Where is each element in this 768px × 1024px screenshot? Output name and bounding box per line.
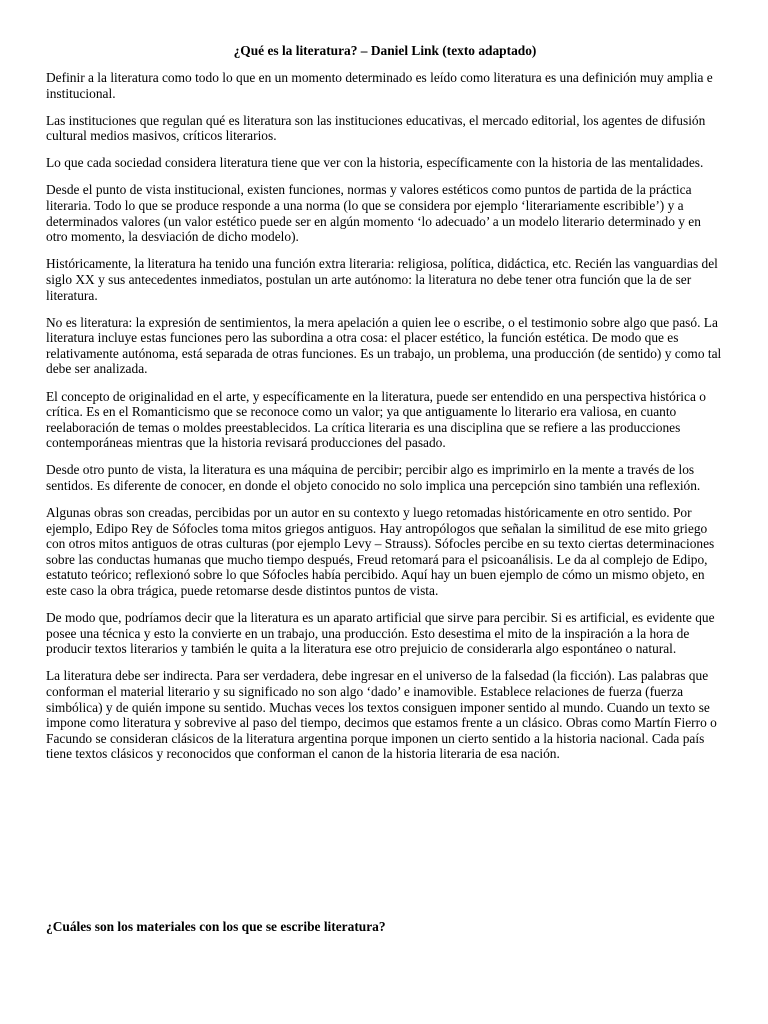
paragraph-maquina-de-percibir: Desde otro punto de vista, la literatura es una máquina de percibir; percibir algo es imprimirlo en la mente a través de los sentidos. Es diferente de conocer, en donde el objeto conocido no solo implica una percepción sino también una reflexión.	[46, 462, 701, 493]
paragraph-aparato-artificial: De modo que, podríamos decir que la literatura es un aparato artificial que sirve para percibir. Si es artificial, es evidente que posee una técnica y esto la convierte en un trabajo, una producción. Esto desestima el mito de la inspiración a la hora de producir textos literarios y también le quita a la literatura ese otro prejuicio de considerarla algo espontáneo o natural.	[46, 610, 715, 657]
section-heading-materiales: ¿Cuáles son los materiales con los que se escribe literatura?	[46, 919, 386, 934]
document-page	[46, 42, 724, 773]
paragraph-sociedad: Lo que cada sociedad considera literatura tiene que ver con la historia, específicamente con la historia de las mentalidades.	[46, 155, 704, 171]
paragraph-originalidad: El concepto de originalidad en el arte, y específicamente en la literatura, puede ser entendido en una perspectiva histórica o crítica. Es en el Romanticismo que se reconoce como un valor; ya que antiguamente lo literario era valiosa, en cuanto reelaboración de temas o moldes preestablecidos. La crítica literaria es una disciplina que se refiere a las producciones contemporáneas mientras que la historia revisará producciones del pasado.	[46, 388, 706, 451]
paragraph-historicamente: Históricamente, la literatura ha tenido una función extra literaria: religiosa, política, didáctica, etc. Recién las vanguardias del siglo XX y sus antecedentes inmediatos, postulan un arte autónomo: la literatura no debe tener otra función que la de ser literatura.	[46, 256, 718, 303]
paragraph-punto-de-vista-institucional: Desde el punto de vista institucional, existen funciones, normas y valores estéticos como puntos de partida de la práctica literaria. Todo lo que se produce responde a una norma (lo que se considera por ejemplo ‘literariamente escribible’) y a determinados valores (un valor estético puede ser en algún momento ‘lo adecuado’ a un modelo literario determinado y en otro momento, la desviación de dicho modelo).	[46, 182, 701, 245]
paragraph-no-es-literatura: No es literatura: la expresión de sentimientos, la mera apelación a quien lee o escribe, o el testimonio sobre algo que pasó. La literatura incluye estas funciones pero las subordina a otra cosa: el placer estético, la función estética. De modo que es relativamente autónoma, está separada de otras funciones. Es un trabajo, un problema, una producción (de sentido) y como tal debe ser analizada.	[46, 314, 722, 377]
document-title: ¿Qué es la literatura? – Daniel Link (texto adaptado)	[233, 43, 537, 58]
paragraph-literatura-indirecta: La literatura debe ser indirecta. Para ser verdadera, debe ingresar en el universo de la falsedad (la ficción). Las palabras que conforman el material literario y su significado no son algo ‘dado’ e inamovible. Establece relaciones de fuerza (fuerza simbólica) y de quién impone su sentido. Muchas veces los textos consiguen imponer sentido al mundo. Cuando un texto se impone como literatura y sobrevive al paso del tiempo, decimos que estamos frente a un clásico. Obras como Martín Fierro o Facundo se consideran clásicos de la literatura argentina porque imponen un cierto sentido a la historia nacional. Cada país tiene textos clásicos y reconocidos que conforman el canon de la historia literaria de esa nación.	[46, 668, 717, 762]
paragraph-instituciones: Las instituciones que regulan qué es literatura son las instituciones educativas, el mercado editorial, los agentes de difusión cultural medios masivos, críticos literarios.	[46, 112, 706, 144]
paragraph-definicion: Definir a la literatura como todo lo que en un momento determinado es leído como literatura es una definición muy amplia e institucional.	[46, 70, 713, 101]
paragraph-obras-retomadas: Algunas obras son creadas, percibidas por un autor en su contexto y luego retomadas históricamente en otro sentido. Por ejemplo, Edipo Rey de Sófocles toma mitos griegos antiguos. Hay antropólogos que señalan la similitud de ese mito griego con otros mitos antiguos de otras culturas (por ejemplo Levy – Strauss). Sófocles percibe en su texto ciertas determinaciones sobre las conductas humanas que mucho tiempo después, Freud retomará para el psicoanálisis. Le da al complejo de Edipo, estatuto teórico; reflexionó sobre lo que Sófocles había percibido. Aquí hay un buen ejemplo de cómo un mismo objeto, en este caso la obra trágica, puede retomarse desde distintos puntos de vista.	[46, 505, 715, 599]
